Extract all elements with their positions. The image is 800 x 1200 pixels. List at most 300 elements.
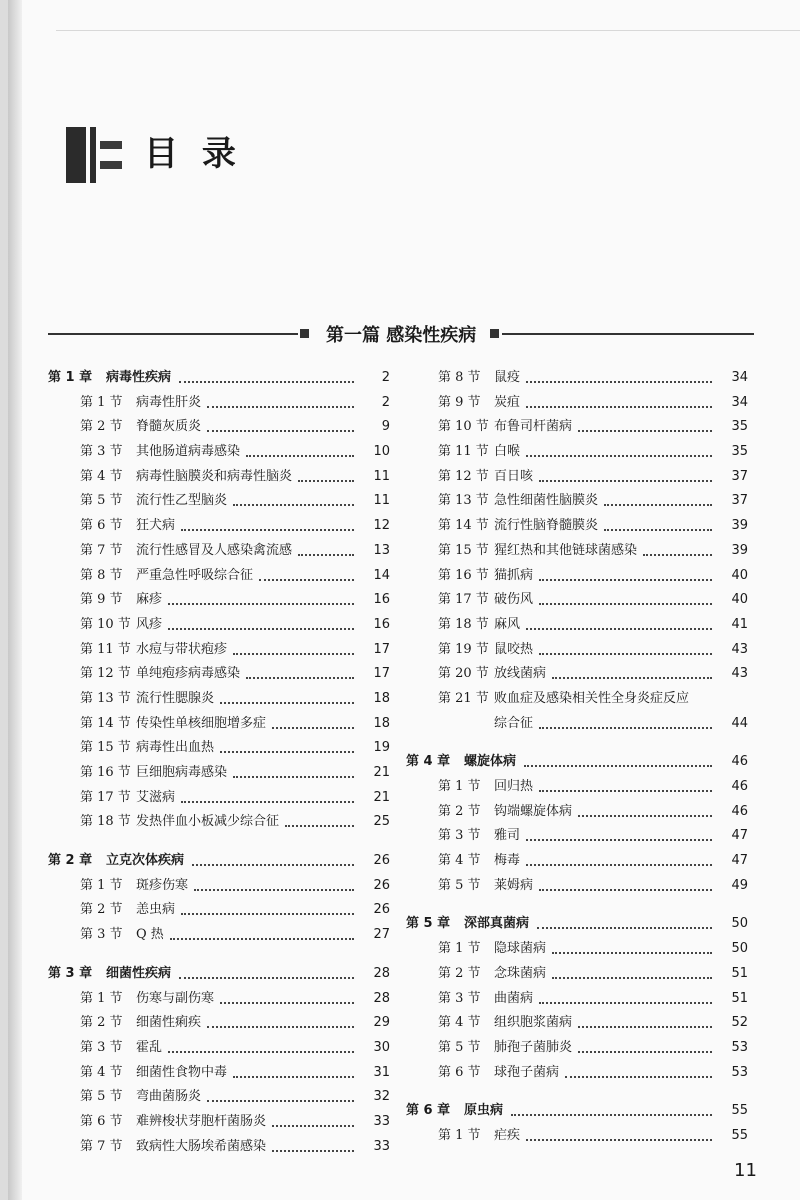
toc-section-entry [48,1061,390,1086]
section-title-continued: 综合征 [494,715,534,731]
section-title: 传染性单核细胞增多症 [136,715,267,731]
section-page-number: 49 [731,877,748,893]
toc-section-entry [406,824,748,849]
section-label: 第 5 节 [80,1089,123,1105]
chapter-label: 第 5 章 [406,916,451,932]
chapter-spacer [406,1085,748,1099]
section-page-number: 27 [373,927,390,943]
chapter-spacer [48,948,390,962]
toc-section-entry [48,786,390,811]
section-label: 第 18 节 [438,616,489,632]
section-title: 鼠咬热 [494,641,534,657]
dot-leader [233,653,354,655]
dot-leader [539,889,712,891]
toc-section-entry [406,564,748,589]
section-title: 百日咳 [494,468,534,484]
dot-leader [539,653,712,655]
section-label: 第 17 节 [438,592,489,608]
section-label: 第 10 节 [80,616,131,632]
dot-leader [298,480,354,482]
section-label: 第 1 节 [438,779,481,794]
toc-section-entry [48,1036,390,1061]
section-label: 第 1 节 [80,990,123,1006]
section-title: 流行性乙型脑炎 [136,493,228,509]
section-title: 放线菌病 [494,666,547,682]
section-title: 斑疹伤寒 [136,877,189,893]
section-page-number: 44 [731,715,748,731]
section-page-number: 16 [373,616,390,632]
section-title: 难辨梭状芽胞杆菌肠炎 [136,1113,267,1129]
chapter-label: 第 3 章 [48,965,93,981]
part-marker-right [490,329,499,338]
dot-leader [537,927,712,929]
toc-section-entry [48,539,390,564]
section-page-number: 17 [373,641,390,657]
section-page-number: 51 [731,990,748,1006]
section-title: 念珠菌病 [494,965,547,981]
dot-leader [168,1051,354,1053]
chapter-label: 第 6 章 [406,1103,451,1119]
chapter-page-number: 2 [381,370,390,385]
dot-leader [285,825,354,827]
chapter-label: 第 2 章 [48,853,93,869]
section-label: 第 2 节 [80,902,123,918]
section-page-number: 19 [373,740,390,756]
dot-leader [259,579,354,581]
section-label: 第 1 节 [438,1127,481,1143]
section-label: 第 4 节 [80,468,123,484]
toc-right-column [406,366,748,1149]
toc-section-entry [406,440,748,465]
dot-leader [565,1076,712,1078]
section-title: 球孢子菌病 [494,1064,560,1080]
section-title: 严重急性呼吸综合征 [136,567,254,583]
section-page-number: 52 [731,1015,748,1031]
section-label: 第 15 节 [438,542,489,558]
section-page-number: 29 [373,1015,390,1031]
dot-leader [526,839,712,841]
dot-leader [272,727,354,729]
dot-leader [539,579,712,581]
section-label: 第 6 节 [438,1064,481,1080]
section-label: 第 8 节 [438,370,481,385]
section-title: 细菌性食物中毒 [136,1064,228,1080]
section-page-number: 40 [731,592,748,608]
section-title: 组织胞浆菌病 [494,1015,573,1031]
section-title: 流行性脑脊髓膜炎 [494,518,599,534]
section-title: 猫抓病 [494,567,534,583]
section-label: 第 9 节 [80,592,123,608]
section-title: 猩红热和其他链球菌感染 [494,542,638,558]
dot-leader [272,1125,354,1127]
dot-leader [539,480,712,482]
section-title: 脊髓灰质炎 [136,419,202,435]
section-title: 梅毒 [494,853,521,869]
toc-section-entry [48,440,390,465]
dot-leader [170,938,354,940]
section-label: 第 10 节 [438,419,489,435]
toc-section-entry [406,937,748,962]
toc-section-entry [406,391,748,416]
toc-section-entry [406,1036,748,1061]
section-title: 流行性感冒及人感染禽流感 [136,542,293,558]
chapter-title: 螺旋体病 [464,754,517,770]
section-title: 雅司 [494,828,521,844]
section-label: 第 1 节 [438,941,481,957]
dot-leader [220,751,354,753]
dot-leader [526,455,712,457]
dot-leader [511,1114,712,1116]
dot-leader [194,889,354,891]
dot-leader [524,765,712,767]
dot-leader [604,529,712,531]
section-title: 病毒性出血热 [136,740,215,756]
toc-section-entry [48,638,390,663]
section-page-number: 30 [373,1039,390,1055]
section-label: 第 2 节 [80,1015,123,1031]
toc-section-entry [48,1110,390,1135]
dot-leader [539,1002,712,1004]
section-page-number: 25 [373,814,390,830]
toc-chapter-entry [406,1099,748,1124]
dot-leader [272,1150,354,1152]
chapter-page-number: 55 [731,1103,748,1119]
section-title: 曲菌病 [494,990,534,1006]
section-title: 白喉 [494,444,521,460]
toc-section-entry [48,736,390,761]
section-page-number: 31 [373,1064,390,1080]
chapter-title: 立克次体疾病 [106,853,185,869]
dot-leader [207,430,354,432]
section-page-number: 12 [373,518,390,534]
section-page-number: 14 [373,567,390,583]
dot-leader [643,554,712,556]
section-title: 隐球菌病 [494,941,547,957]
section-title: 风疹 [136,616,163,632]
chapter-title: 细菌性疾病 [106,965,172,981]
section-title: 病毒性脑膜炎和病毒性脑炎 [136,468,293,484]
toc-section-entry [48,391,390,416]
dot-leader [233,776,354,778]
section-label: 第 1 节 [80,877,123,893]
section-page-number: 40 [731,567,748,583]
toc-section-entry [406,962,748,987]
toc-section-entry [48,415,390,440]
dot-leader [233,504,354,506]
section-page-number: 37 [731,493,748,509]
section-page-number: 11 [373,468,390,484]
dot-leader [181,529,354,531]
section-label: 第 20 节 [438,666,489,682]
section-page-number: 21 [373,765,390,780]
toc-section-entry [48,489,390,514]
section-title: 炭疽 [494,394,521,410]
dot-leader [192,864,354,866]
toc-section-entry [406,613,748,638]
section-page-number: 41 [731,616,748,632]
toc-section-entry [48,810,390,835]
section-title: 其他肠道病毒感染 [136,444,241,460]
section-page-number: 18 [373,690,390,706]
dot-leader [539,790,712,792]
section-page-number: 18 [373,715,390,731]
section-label: 第 3 节 [80,1039,123,1055]
dot-leader [220,1002,354,1004]
section-label: 第 6 节 [80,518,123,534]
toc-section-entry [406,465,748,490]
section-page-number: 34 [731,370,748,385]
toc-section-entry [48,923,390,948]
section-label: 第 7 节 [80,1138,123,1154]
dot-leader [604,504,712,506]
dot-leader [552,977,712,979]
dot-leader [526,406,712,408]
chapter-page-number: 26 [373,853,390,869]
toc-section-entry [48,987,390,1012]
section-label: 第 2 节 [80,419,123,435]
dot-leader [179,381,354,383]
section-page-number: 43 [731,641,748,657]
section-label: 第 3 节 [438,990,481,1006]
section-label: 第 8 节 [80,567,123,583]
toc-section-entry [406,415,748,440]
section-title: 艾滋病 [136,789,176,805]
section-label: 第 12 节 [438,468,489,484]
section-label: 第 18 节 [80,814,131,830]
dot-leader [552,677,712,679]
section-title: 发热伴血小板减少综合征 [136,814,280,830]
page-title: 目 录 [144,134,242,174]
section-label: 第 4 节 [438,1015,481,1031]
section-page-number: 35 [731,419,748,435]
toc-section-entry [48,761,390,786]
section-page-number: 39 [731,542,748,558]
section-page-number: 28 [373,990,390,1006]
toc-section-entry [406,1011,748,1036]
section-label: 第 3 节 [438,828,481,844]
dot-leader [181,801,354,803]
section-page-number: 32 [373,1089,390,1105]
section-label: 第 11 节 [438,444,489,460]
section-title: 狂犬病 [136,518,176,534]
section-page-number: 26 [373,902,390,918]
section-label: 第 16 节 [438,567,489,583]
dot-leader [179,977,354,979]
section-page-number: 47 [731,853,748,869]
toc-chapter-entry [48,849,390,874]
section-label: 第 4 节 [438,853,481,869]
section-page-number: 17 [373,666,390,682]
dot-leader [578,815,712,817]
section-title: 肺孢子菌肺炎 [494,1039,573,1055]
dot-leader [578,430,712,432]
toc-section-entry [406,987,748,1012]
toc-section-entry [406,687,748,712]
dot-leader [298,554,354,556]
section-page-number: 50 [731,941,748,957]
section-page-number: 2 [381,394,390,410]
part-rule-right [502,333,754,335]
section-page-number: 37 [731,468,748,484]
section-label: 第 13 节 [80,690,131,706]
section-title: 疟疾 [494,1127,521,1143]
dot-leader [220,702,354,704]
section-title: 钩端螺旋体病 [494,803,573,819]
book-page [8,0,800,1200]
section-label: 第 12 节 [80,666,131,682]
toc-section-entry-continued [406,712,748,737]
dot-leader [246,677,354,679]
running-header-rule [56,30,800,31]
page-gutter-shadow [8,0,22,1200]
page-number: 11 [734,1160,757,1181]
toc-chapter-entry [406,912,748,937]
toc-section-entry [406,775,748,800]
dot-leader [168,628,354,630]
section-label: 第 14 节 [80,715,131,731]
chapter-title: 病毒性疾病 [106,370,172,385]
section-label: 第 9 节 [438,394,481,410]
toc-section-entry [406,1124,748,1149]
chapter-label: 第 1 章 [48,370,93,385]
section-label: 第 15 节 [80,740,131,756]
section-title: 巨细胞病毒感染 [136,765,228,780]
dot-leader [181,913,354,915]
toc-chapter-entry [48,962,390,987]
toc-section-entry [406,874,748,899]
section-page-number: 10 [373,444,390,460]
section-label: 第 5 节 [438,877,481,893]
toc-section-entry [48,465,390,490]
section-page-number: 13 [373,542,390,558]
toc-left-column [48,366,390,1159]
dot-leader [207,1026,354,1028]
toc-section-entry [48,662,390,687]
section-label: 第 7 节 [80,542,123,558]
section-title: 弯曲菌肠炎 [136,1089,202,1105]
section-title: 破伤风 [494,592,534,608]
chapter-page-number: 46 [731,754,748,770]
section-label: 第 5 节 [80,493,123,509]
section-title: 麻疹 [136,592,163,608]
toc-section-entry [406,638,748,663]
dot-leader [539,727,712,729]
section-title: 鼠疫 [494,370,521,385]
section-title: 单纯疱疹病毒感染 [136,666,241,682]
part-marker-left [300,329,309,338]
part-title: 第一篇 感染性疾病 [326,325,477,346]
section-title: 流行性腮腺炎 [136,690,215,706]
section-title: 水痘与带状疱疹 [136,641,228,657]
section-page-number: 21 [373,789,390,805]
toc-section-entry [406,489,748,514]
part-rule-left [48,333,298,335]
section-page-number: 9 [381,419,390,435]
section-page-number: 34 [731,394,748,410]
section-page-number: 35 [731,444,748,460]
toc-section-entry [48,1011,390,1036]
toc-section-entry [406,366,748,391]
dot-leader [526,1139,712,1141]
chapter-spacer [406,736,748,750]
section-page-number: 39 [731,518,748,534]
section-page-number: 53 [731,1039,748,1055]
section-title: 伤寒与副伤寒 [136,990,215,1006]
toc-chapter-entry [406,750,748,775]
section-title: 麻风 [494,616,521,632]
section-page-number: 55 [731,1127,748,1143]
section-title: 致病性大肠埃希菌感染 [136,1138,267,1154]
section-title: 霍乱 [136,1039,163,1055]
section-label: 第 14 节 [438,518,489,534]
section-page-number: 33 [373,1138,390,1154]
chapter-title: 原虫病 [464,1103,504,1119]
section-label: 第 16 节 [80,765,131,780]
dot-leader [578,1051,712,1053]
dot-leader [168,603,354,605]
dot-leader [207,406,354,408]
dot-leader [539,603,712,605]
toc-section-entry [406,800,748,825]
dot-leader [526,628,712,630]
dot-leader [578,1026,712,1028]
section-page-number: 26 [373,877,390,893]
section-label: 第 3 节 [80,444,123,460]
chapter-spacer [48,835,390,849]
toc-chapter-entry [48,366,390,391]
chapter-title: 深部真菌病 [464,916,530,932]
section-page-number: 33 [373,1113,390,1129]
toc-section-entry [406,662,748,687]
section-page-number: 53 [731,1064,748,1080]
section-label: 第 3 节 [80,927,123,943]
section-title: Q 热 [136,927,164,943]
section-label: 第 4 节 [80,1064,123,1080]
section-title: 莱姆病 [494,877,534,893]
section-label: 第 1 节 [80,394,123,410]
section-label: 第 21 节 [438,690,489,706]
dot-leader [526,381,712,383]
toc-section-entry [406,588,748,613]
section-title: 恙虫病 [136,902,176,918]
section-page-number: 16 [373,592,390,608]
section-label: 第 2 节 [438,965,481,981]
toc-section-entry [48,712,390,737]
section-page-number: 11 [373,493,390,509]
section-page-number: 46 [731,779,748,794]
toc-section-entry [48,687,390,712]
section-label: 第 5 节 [438,1039,481,1055]
title-ornament [66,127,126,183]
section-page-number: 46 [731,803,748,819]
dot-leader [207,1100,354,1102]
section-label: 第 6 节 [80,1113,123,1129]
toc-section-entry [48,613,390,638]
section-label: 第 13 节 [438,493,489,509]
toc-section-entry [48,1135,390,1160]
dot-leader [526,864,712,866]
section-label: 第 2 节 [438,803,481,819]
toc-section-entry [406,514,748,539]
section-page-number: 47 [731,828,748,844]
section-label: 第 11 节 [80,641,131,657]
section-page-number: 51 [731,965,748,981]
toc-section-entry [48,874,390,899]
section-label: 第 17 节 [80,789,131,805]
toc-section-entry [406,539,748,564]
dot-leader [552,952,712,954]
toc-section-entry [48,1085,390,1110]
